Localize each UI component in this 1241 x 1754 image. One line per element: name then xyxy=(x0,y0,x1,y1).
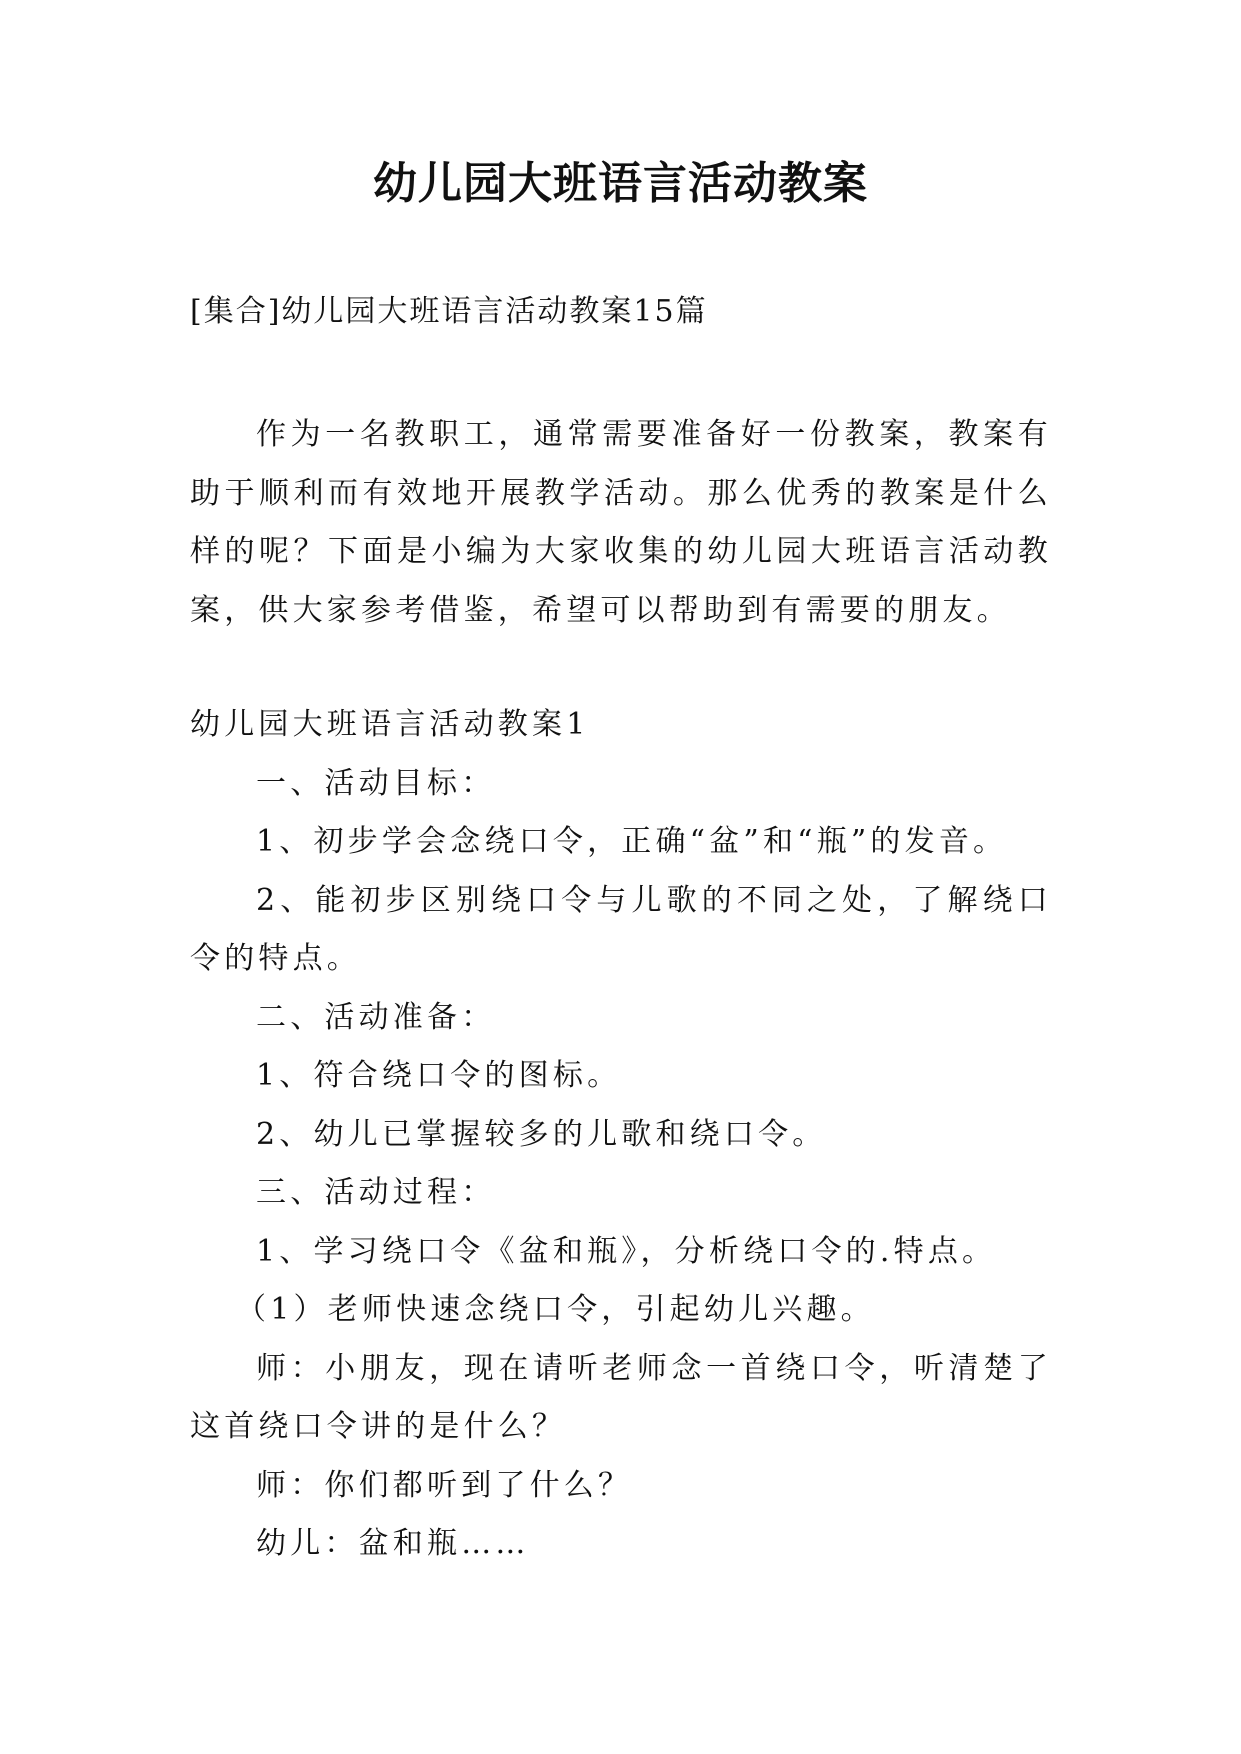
activity-goals-heading: 一、活动目标： xyxy=(256,765,496,801)
activity-process-heading: 三、活动过程： xyxy=(256,1175,496,1210)
intro-paragraph: 作为一名教职工，通常需要准备好一份教案，教案有助于顺利而有效地开展教学活动。那么优秀的教案是什么样的呢？下面是小编为大家收集的幼儿园大班语言活动教案，供大家参考借鉴，希望可以帮助到有需要的朋友。 xyxy=(190,417,1052,628)
preparation-item: 2、幼儿已掌握较多的儿歌和绕口令。 xyxy=(256,1116,827,1152)
activity-preparation-heading: 二、活动准备： xyxy=(256,999,496,1035)
process-item: 1、学习绕口令《盆和瓶》，分析绕口令的.特点。 xyxy=(256,1233,997,1269)
goal-item: 1、初步学会念绕口令，正确“盆”和“瓶”的发音。 xyxy=(256,824,1008,859)
lesson-plan-body xyxy=(190,696,1052,1574)
process-subitem: （1）老师快速念绕口令，引起幼儿兴趣。 xyxy=(236,1292,875,1327)
document-subtitle: [集合]幼儿园大班语言活动教案15篇 xyxy=(190,294,708,329)
goal-item: 2、能初步区别绕口令与儿歌的不同之处，了解绕口令的特点。 xyxy=(190,882,1052,976)
section-heading: 幼儿园大班语言活动教案1 xyxy=(190,707,590,742)
document-title: 幼儿园大班语言活动教案 xyxy=(373,158,868,209)
dialogue-line: 师：你们都听到了什么？ xyxy=(256,1467,633,1503)
dialogue-line: 幼儿：盆和瓶…… xyxy=(256,1526,530,1561)
dialogue-line: 师：小朋友，现在请听老师念一首绕口令，听清楚了这首绕口令讲的是什么？ xyxy=(190,1350,1052,1444)
preparation-item: 1、符合绕口令的图标。 xyxy=(256,1058,622,1093)
